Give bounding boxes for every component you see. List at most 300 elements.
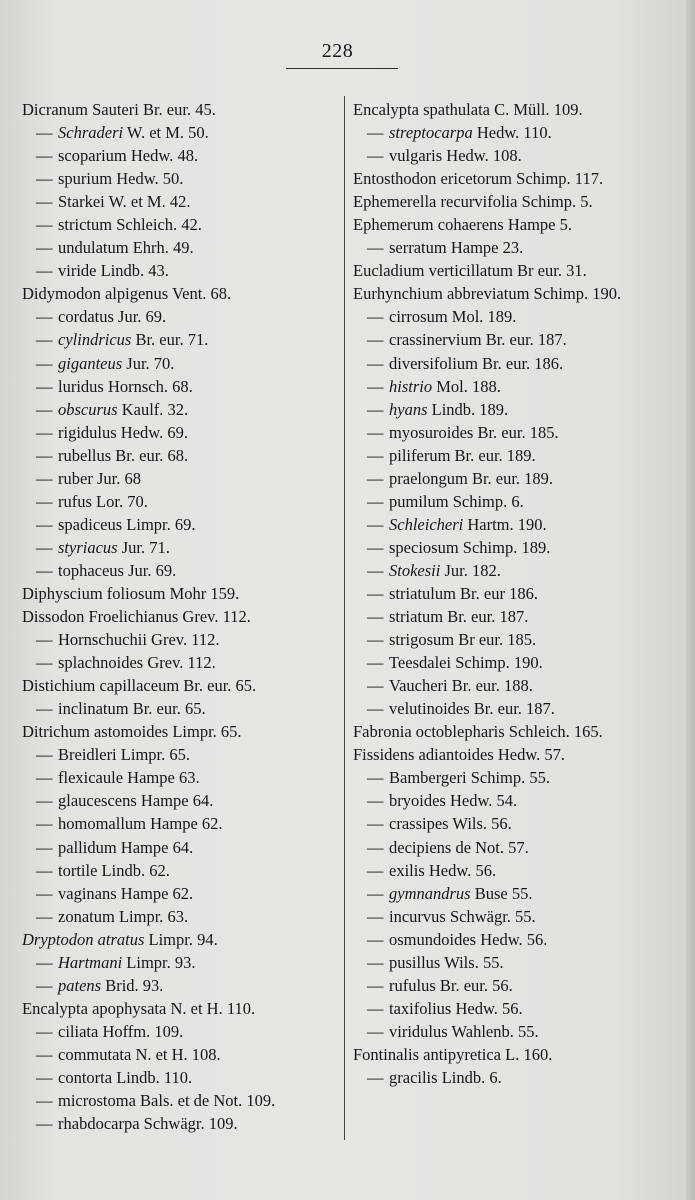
entry-dash: —: [36, 1067, 53, 1087]
entry-taxon-name: exilis: [389, 860, 425, 880]
entry-dash: —: [367, 330, 384, 350]
entry-authority-page: Jur. 69.: [118, 307, 167, 327]
entry-authority-page: Hedw. 56.: [428, 860, 497, 880]
index-entry: [353, 766, 665, 789]
entry-dash: —: [367, 445, 384, 465]
entry-dash: —: [36, 422, 53, 442]
entry-authority-page: Br. eur. 65.: [132, 699, 206, 719]
entry-dash: —: [36, 975, 53, 995]
entry-taxon-name: strictum: [58, 215, 113, 235]
index-entry: [22, 421, 342, 444]
entry-authority-page: W. et M. 50.: [126, 123, 209, 143]
entry-taxon-name: commutata: [58, 1044, 132, 1064]
page-number-rule: [286, 68, 398, 69]
entry-authority-page: Bals. et de Not. 109.: [140, 1091, 276, 1111]
index-entry: [22, 167, 342, 190]
entry-authority-page: Jur. 68: [96, 468, 141, 488]
entry-taxon-name: pumilum: [389, 491, 449, 511]
entry-taxon-name: cordatus: [58, 307, 114, 327]
entry-authority-page: Lor. 70.: [96, 491, 148, 511]
entry-authority-page: Wils. 55.: [444, 952, 504, 972]
index-entry: [22, 444, 342, 467]
entry-authority-page: Hedw. 69.: [120, 422, 189, 442]
entry-dash: —: [367, 607, 384, 627]
index-entry: [353, 1066, 665, 1089]
index-entry: [22, 236, 342, 259]
entry-dash: —: [36, 906, 53, 926]
entry-authority-page: Br. eur. 56.: [439, 975, 513, 995]
index-entry: [353, 444, 665, 467]
entry-taxon-name: splachnoides: [58, 653, 144, 673]
entry-dash: —: [367, 814, 384, 834]
entry-taxon-name: streptocarpa: [389, 123, 473, 143]
entry-taxon-name: serratum: [389, 238, 447, 258]
entry-dash: —: [36, 445, 53, 465]
entry-taxon-name: inclinatum: [58, 699, 129, 719]
entry-dash: —: [36, 883, 53, 903]
index-entry: [22, 305, 342, 328]
entry-taxon-name: Vaucheri: [389, 676, 448, 696]
index-entry: [353, 651, 665, 674]
entry-taxon-name: rhabdocarpa: [58, 1114, 140, 1134]
index-entry: [22, 997, 342, 1020]
entry-dash: —: [367, 998, 384, 1018]
entry-authority-page: Jur. 71.: [121, 537, 170, 557]
entry-taxon-name: tortile: [58, 860, 98, 880]
entry-taxon-name: Encalypta apophysata: [22, 998, 167, 1018]
index-entry: [353, 720, 665, 743]
index-entry: [22, 144, 342, 167]
entry-dash: —: [36, 468, 53, 488]
left-column: [22, 98, 342, 1135]
index-entry: [22, 1112, 342, 1135]
index-entry: [22, 789, 342, 812]
index-entry: [22, 398, 342, 421]
index-entry: [22, 743, 342, 766]
entry-dash: —: [367, 860, 384, 880]
index-entry: [353, 928, 665, 951]
entry-dash: —: [36, 261, 53, 281]
entry-taxon-name: osmundoides: [389, 929, 477, 949]
entry-taxon-name: homomallum: [58, 814, 146, 834]
entry-authority-page: Jur. 69.: [128, 560, 177, 580]
entry-taxon-name: undulatum: [58, 238, 129, 258]
index-entry: [22, 1066, 342, 1089]
entry-authority-page: Limpr. 93.: [126, 952, 196, 972]
entry-dash: —: [36, 192, 53, 212]
entry-dash: —: [367, 123, 384, 143]
entry-authority-page: Hedw. 57.: [497, 745, 566, 765]
entry-authority-page: Br. eur. 185.: [477, 422, 559, 442]
index-entry: [353, 144, 665, 167]
entry-authority-page: Br. eur. 65.: [183, 676, 257, 696]
index-entry: [353, 974, 665, 997]
entry-taxon-name: Dryptodon atratus: [22, 929, 145, 949]
index-entry: [353, 859, 665, 882]
entry-dash: —: [367, 699, 384, 719]
entry-authority-page: Hedw. 108.: [446, 146, 522, 166]
entry-taxon-name: velutinoides: [389, 699, 470, 719]
entry-taxon-name: Schleicheri: [389, 514, 464, 534]
entry-taxon-name: spurium: [58, 169, 113, 189]
index-entry: [22, 282, 342, 305]
entry-authority-page: Limpr. 63.: [118, 906, 189, 926]
entry-taxon-name: Ephemerella recurvifolia: [353, 192, 518, 212]
entry-taxon-name: cylindricus: [58, 330, 132, 350]
entry-dash: —: [367, 1067, 384, 1087]
entry-authority-page: Hampe 63.: [127, 768, 200, 788]
entry-authority-page: Wahlenb. 55.: [451, 1021, 539, 1041]
entry-taxon-name: Stokesii: [389, 560, 441, 580]
entry-dash: —: [367, 376, 384, 396]
page-edge-shadow: [686, 0, 695, 1200]
entry-taxon-name: strigosum: [389, 630, 455, 650]
entry-dash: —: [367, 975, 384, 995]
index-entry: [22, 259, 342, 282]
entry-taxon-name: gymnandrus: [389, 883, 471, 903]
index-entry: [22, 974, 342, 997]
entry-dash: —: [367, 514, 384, 534]
entry-authority-page: Hedw. 56.: [480, 929, 548, 949]
entry-taxon-name: vaginans: [58, 883, 117, 903]
entry-dash: —: [36, 952, 53, 972]
entry-dash: —: [36, 123, 53, 143]
index-entry: [22, 467, 342, 490]
entry-dash: —: [36, 491, 53, 511]
entry-authority-page: Schleich. 165.: [508, 722, 603, 742]
entry-taxon-name: vulgaris: [389, 146, 443, 166]
index-entry: [353, 213, 665, 236]
entry-authority-page: Hartm. 190.: [467, 514, 547, 534]
entry-authority-page: Br. eur. 45.: [142, 100, 216, 119]
entry-taxon-name: rubellus: [58, 445, 112, 465]
entry-taxon-name: Hornschuchii: [58, 630, 147, 650]
index-entry: [22, 490, 342, 513]
entry-authority-page: Schimp. 5.: [521, 192, 593, 212]
entry-taxon-name: Fissidens adiantoides: [353, 745, 494, 765]
index-entry: [353, 305, 665, 328]
entry-dash: —: [367, 353, 384, 373]
entry-taxon-name: ruber: [58, 468, 93, 488]
column-divider: [344, 96, 345, 1140]
index-entry: [22, 190, 342, 213]
index-entry: [353, 674, 665, 697]
entry-authority-page: de Not. 57.: [455, 837, 529, 857]
entry-taxon-name: styriacus: [58, 537, 118, 557]
index-entry: [353, 467, 665, 490]
entry-taxon-name: myosuroides: [389, 422, 474, 442]
entry-taxon-name: Ephemerum cohaerens: [353, 215, 504, 235]
entry-dash: —: [36, 768, 53, 788]
index-entry: [353, 236, 665, 259]
entry-taxon-name: Hartmani: [58, 952, 123, 972]
entry-authority-page: Lindb. 6.: [441, 1067, 502, 1087]
index-entry: [22, 674, 342, 697]
entry-taxon-name: incurvus: [389, 906, 446, 926]
entry-dash: —: [36, 238, 53, 258]
entry-taxon-name: spadiceus: [58, 514, 123, 534]
entry-taxon-name: hyans: [389, 399, 428, 419]
entry-authority-page: Grev. 112.: [151, 630, 220, 650]
entry-dash: —: [36, 215, 53, 235]
entry-taxon-name: rufus: [58, 491, 92, 511]
entry-dash: —: [367, 952, 384, 972]
index-entry: [22, 882, 342, 905]
entry-taxon-name: flexicaule: [58, 768, 124, 788]
index-entry: [353, 1043, 665, 1066]
entry-taxon-name: speciosum: [389, 537, 459, 557]
entry-dash: —: [367, 768, 384, 788]
entry-taxon-name: decipiens: [389, 837, 452, 857]
entry-dash: —: [36, 837, 53, 857]
entry-dash: —: [367, 238, 384, 258]
entry-authority-page: Br eur. 185.: [458, 630, 537, 650]
entry-authority-page: Br. eur. 186.: [482, 353, 564, 373]
entry-dash: —: [367, 399, 384, 419]
entry-taxon-name: gracilis: [389, 1067, 438, 1087]
index-entry: [353, 98, 665, 121]
entry-authority-page: Limpr. 94.: [148, 929, 218, 949]
entry-dash: —: [36, 514, 53, 534]
entry-authority-page: Buse 55.: [474, 883, 533, 903]
entry-authority-page: Br. eur. 187.: [473, 699, 555, 719]
entry-taxon-name: Dicranum Sauteri: [22, 100, 139, 119]
index-entry: [22, 352, 342, 375]
index-entry: [22, 213, 342, 236]
index-entry: [22, 651, 342, 674]
entry-taxon-name: Fontinalis antipyretica: [353, 1044, 502, 1064]
index-entry: [353, 167, 665, 190]
entry-taxon-name: obscurus: [58, 399, 118, 419]
entry-authority-page: N. et H. 110.: [170, 998, 256, 1018]
index-entry: [22, 720, 342, 743]
index-entry: [22, 859, 342, 882]
entry-taxon-name: glaucescens: [58, 791, 137, 811]
entry-taxon-name: rigidulus: [58, 422, 117, 442]
index-entry: [22, 559, 342, 582]
entry-authority-page: Hampe 5.: [507, 215, 573, 235]
entry-authority-page: Br. eur. 189.: [471, 468, 554, 488]
entry-taxon-name: pallidum: [58, 837, 117, 857]
entry-dash: —: [367, 929, 384, 949]
entry-authority-page: Limpr. 65.: [172, 722, 242, 742]
entry-taxon-name: Ditrichum astomoides: [22, 722, 169, 742]
entry-authority-page: Brid. 93.: [105, 975, 164, 995]
entry-taxon-name: Teesdalei: [389, 653, 452, 673]
index-entry: [353, 951, 665, 974]
entry-dash: —: [36, 630, 53, 650]
entry-dash: —: [367, 583, 384, 603]
entry-dash: —: [36, 860, 53, 880]
entry-dash: —: [36, 169, 53, 189]
entry-taxon-name: taxifolius: [389, 998, 452, 1018]
index-entry: [22, 605, 342, 628]
entry-taxon-name: viridulus: [389, 1021, 448, 1041]
entry-dash: —: [36, 1091, 53, 1111]
entry-authority-page: Hampe 62.: [150, 814, 223, 834]
entry-taxon-name: giganteus: [58, 353, 123, 373]
entry-authority-page: Hedw. 50.: [116, 169, 184, 189]
entry-dash: —: [36, 307, 53, 327]
index-entry: [353, 559, 665, 582]
entry-dash: —: [367, 883, 384, 903]
index-entry: [353, 836, 665, 859]
entry-dash: —: [367, 307, 384, 327]
entry-authority-page: Schimp. 190.: [533, 284, 622, 304]
entry-taxon-name: Bambergeri: [389, 768, 467, 788]
entry-taxon-name: viride: [58, 261, 97, 281]
entry-authority-page: Mol. 188.: [436, 376, 501, 396]
entry-taxon-name: Eurhynchium abbreviatum: [353, 284, 530, 304]
entry-dash: —: [36, 399, 53, 419]
entry-dash: —: [36, 1114, 53, 1134]
entry-taxon-name: pusillus: [389, 952, 441, 972]
entry-authority-page: Mohr 159.: [169, 583, 240, 603]
index-entry: [353, 1020, 665, 1043]
entry-authority-page: Schwägr. 55.: [449, 906, 536, 926]
index-entry: [353, 582, 665, 605]
right-column: [353, 98, 665, 1089]
index-entry: [353, 328, 665, 351]
index-entry: [353, 421, 665, 444]
entry-authority-page: Br. eur. 68.: [115, 445, 189, 465]
index-entry: [353, 282, 665, 305]
entry-authority-page: L. 160.: [505, 1044, 553, 1064]
index-entry: [22, 1089, 342, 1112]
index-entry: [353, 882, 665, 905]
entry-dash: —: [367, 1021, 384, 1041]
index-entry: [353, 789, 665, 812]
entry-dash: —: [367, 676, 384, 696]
entry-authority-page: Hampe 64.: [120, 837, 194, 857]
entry-authority-page: Hedw. 56.: [455, 998, 523, 1018]
entry-taxon-name: crassinervium: [389, 330, 482, 350]
entry-authority-page: Mol. 189.: [451, 307, 517, 327]
index-entry: [353, 513, 665, 536]
entry-authority-page: Vent. 68.: [172, 284, 232, 304]
entry-taxon-name: contorta: [58, 1067, 113, 1087]
entry-authority-page: Hampe 64.: [140, 791, 214, 811]
entry-authority-page: Lindb. 110.: [116, 1067, 193, 1087]
entry-taxon-name: Eucladium verticillatum: [353, 261, 513, 281]
index-entry: [353, 375, 665, 398]
entry-authority-page: Hornsch. 68.: [107, 376, 193, 396]
index-entry: [22, 513, 342, 536]
entry-authority-page: Kaulf. 32.: [121, 399, 189, 419]
entry-authority-page: C. Müll. 109.: [494, 100, 583, 119]
entry-authority-page: Lindb. 62.: [101, 860, 170, 880]
index-entry: [353, 190, 665, 213]
entry-authority-page: Br. eur. 71.: [135, 330, 209, 350]
index-entry: [22, 905, 342, 928]
entry-authority-page: Schimp. 189.: [462, 537, 551, 557]
entry-authority-page: Lindb. 43.: [100, 261, 169, 281]
entry-dash: —: [367, 630, 384, 650]
index-entry: [22, 766, 342, 789]
index-entry: [22, 951, 342, 974]
entry-dash: —: [36, 330, 53, 350]
index-entry: [353, 398, 665, 421]
entry-authority-page: Br. eur. 187.: [447, 607, 529, 627]
entry-dash: —: [367, 791, 384, 811]
index-entry: [353, 259, 665, 282]
index-entry: [22, 328, 342, 351]
entry-taxon-name: diversifolium: [389, 353, 478, 373]
entry-dash: —: [36, 353, 53, 373]
entry-taxon-name: Dissodon Froelichianus: [22, 607, 179, 627]
entry-dash: —: [367, 468, 384, 488]
index-entry: [22, 697, 342, 720]
entry-authority-page: Schleich. 42.: [116, 215, 202, 235]
entry-dash: —: [36, 653, 53, 673]
index-entry: [353, 490, 665, 513]
entry-taxon-name: histrio: [389, 376, 433, 396]
entry-taxon-name: Starkei: [58, 192, 105, 212]
entry-taxon-name: Schraderi: [58, 123, 124, 143]
index-entry: [353, 352, 665, 375]
entry-taxon-name: Didymodon alpigenus: [22, 284, 169, 304]
entry-taxon-name: crassipes: [389, 814, 449, 834]
entry-taxon-name: piliferum: [389, 445, 451, 465]
entry-taxon-name: patens: [58, 975, 102, 995]
entry-taxon-name: striatum: [389, 607, 444, 627]
entry-dash: —: [36, 814, 53, 834]
entry-authority-page: Schimp. 6.: [452, 491, 524, 511]
index-entry: [353, 121, 665, 144]
entry-authority-page: Br eur. 31.: [517, 261, 587, 281]
entry-taxon-name: luridus: [58, 376, 104, 396]
entry-authority-page: Br. eur 186.: [460, 583, 538, 603]
entry-authority-page: Schimp. 190.: [455, 653, 543, 673]
entry-authority-page: Hedw. 110.: [476, 123, 552, 143]
entry-authority-page: Schimp. 117.: [516, 169, 604, 189]
entry-taxon-name: praelongum: [389, 468, 468, 488]
entry-authority-page: Schimp. 55.: [470, 768, 551, 788]
entry-dash: —: [36, 537, 53, 557]
index-entry: [22, 98, 342, 121]
entry-taxon-name: rufulus: [389, 975, 436, 995]
entry-dash: —: [36, 1021, 53, 1041]
entry-authority-page: Limpr. 65.: [120, 745, 190, 765]
entry-dash: —: [36, 745, 53, 765]
entry-dash: —: [367, 837, 384, 857]
entry-authority-page: Hoffm. 109.: [102, 1021, 184, 1041]
index-entry: [353, 605, 665, 628]
entry-dash: —: [36, 1044, 53, 1064]
index-entry: [353, 997, 665, 1020]
entry-taxon-name: zonatum: [58, 906, 115, 926]
entry-dash: —: [367, 537, 384, 557]
index-entry: [353, 743, 665, 766]
entry-dash: —: [367, 560, 384, 580]
entry-taxon-name: bryoides: [389, 791, 446, 811]
entry-authority-page: Jur. 70.: [126, 353, 175, 373]
entry-taxon-name: Breidleri: [58, 745, 117, 765]
entry-authority-page: Br. eur. 188.: [451, 676, 533, 696]
entry-authority-page: Hampe 23.: [450, 238, 524, 258]
entry-dash: —: [36, 376, 53, 396]
entry-dash: —: [36, 791, 53, 811]
entry-dash: —: [367, 146, 384, 166]
entry-authority-page: Ehrh. 49.: [132, 238, 194, 258]
index-entry: [353, 628, 665, 651]
entry-dash: —: [367, 906, 384, 926]
entry-taxon-name: Entosthodon ericetorum: [353, 169, 513, 189]
index-entry: [353, 536, 665, 559]
entry-taxon-name: cirrosum: [389, 307, 448, 327]
entry-authority-page: Jur. 182.: [444, 560, 501, 580]
index-entry: [22, 628, 342, 651]
